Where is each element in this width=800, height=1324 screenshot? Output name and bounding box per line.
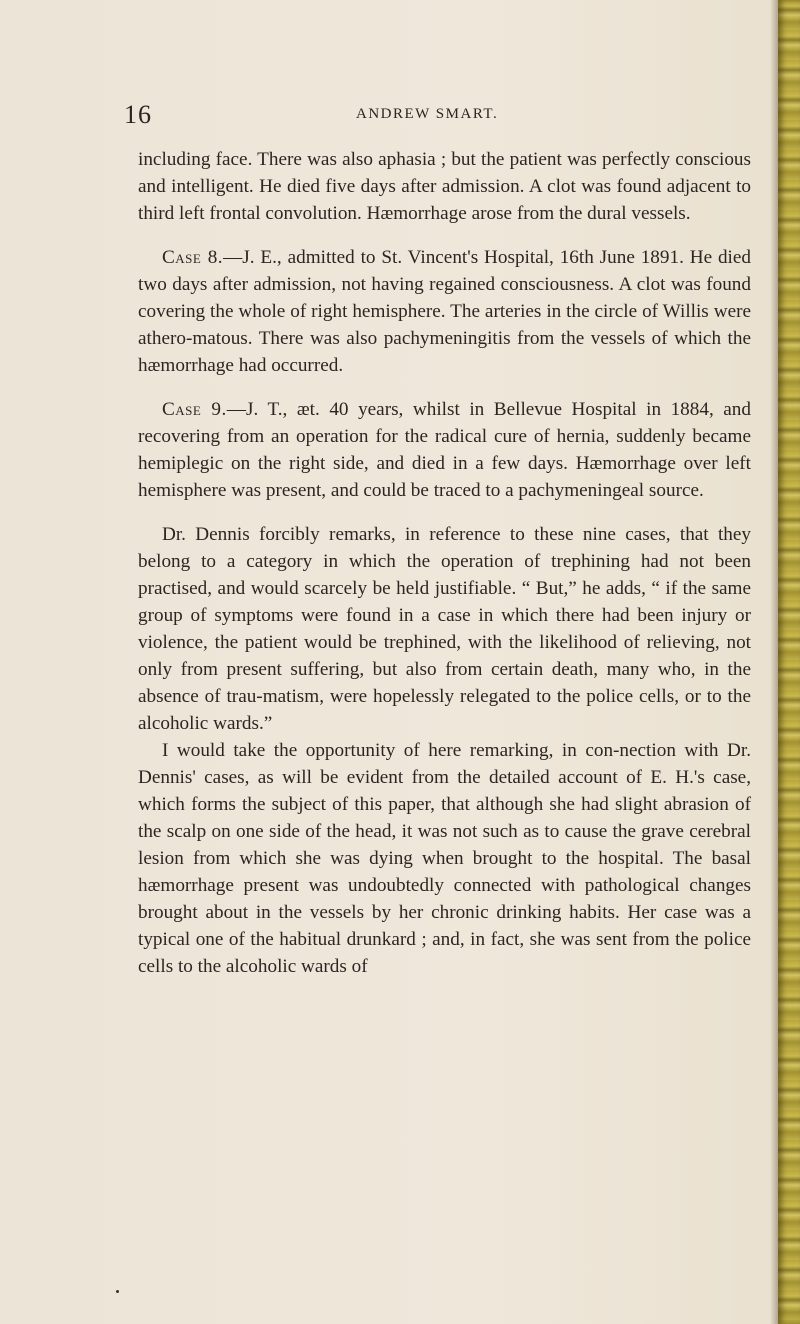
- case-9-text: —J. T., æt. 40 years, whilst in Bellevue Hospital in 1884, and recovering from an operation for the radical cure of hernia, suddenly became hemiplegic on the right side, and died in a few days. Hæmorrhage over left hemisphere was present, and could be traced to a pachymeningeal source.: [138, 399, 751, 501]
- case-8-label: Case 8.: [162, 247, 224, 268]
- book-binding-edge: [778, 0, 800, 1324]
- paragraph-dennis-remarks: Dr. Dennis forcibly remarks, in reference to these nine cases, that they belong to a category in which the operation of trephining had not been practised, and would scarcely be held justifiable. “ But,” he adds, “ if the same group of symptoms were found in a case in which there had been injury or violence, the patient would be trephined, with the likelihood of relieving, not only from present suffering, but also from certain death, many who, in the absence of trau-matism, were hopelessly relegated to the police cells, or to the alcoholic wards.”: [138, 524, 751, 734]
- paragraph-case-9: [138, 396, 751, 504]
- case-9-label: Case 9.: [162, 399, 227, 420]
- body-text: [138, 146, 751, 980]
- ink-speck: [116, 1290, 119, 1293]
- paragraph-author-remarks: I would take the opportunity of here remarking, in con-nection with Dr. Dennis' cases, as will be evident from the detailed account of E. H.'s case, which forms the subject of this paper, that although she had slight abrasion of the scalp on one side of the head, it was not such as to cause the grave cerebral lesion from which she was dying when brought to the hospital. The basal hæmorrhage present was undoubtedly connected with pathological changes brought about in the vessels by her chronic drinking habits. Her case was a typical one of the habitual drunkard ; and, in fact, she was sent from the police cells to the alcoholic wards of: [138, 740, 751, 977]
- page-header: [124, 100, 764, 134]
- page-number: 16: [124, 100, 152, 129]
- case-8-text: —J. E., admitted to St. Vincent's Hospital, 16th June 1891. He died two days after admission, not having regained consciousness. A clot was found covering the whole of right hemisphere. The arteries in the circle of Willis were athero-matous. There was also pachymeningitis from the vessels of which the hæmorrhage had occurred.: [138, 247, 751, 376]
- paragraph-continuation: including face. There was also aphasia ; but the patient was perfectly conscious and intelligent. He died five days after admission. A clot was found adjacent to third left frontal convolution. Hæmorrhage arose from the dural vessels.: [138, 149, 751, 224]
- paragraph-case-8: [138, 244, 751, 379]
- running-head: ANDREW SMART.: [356, 106, 499, 122]
